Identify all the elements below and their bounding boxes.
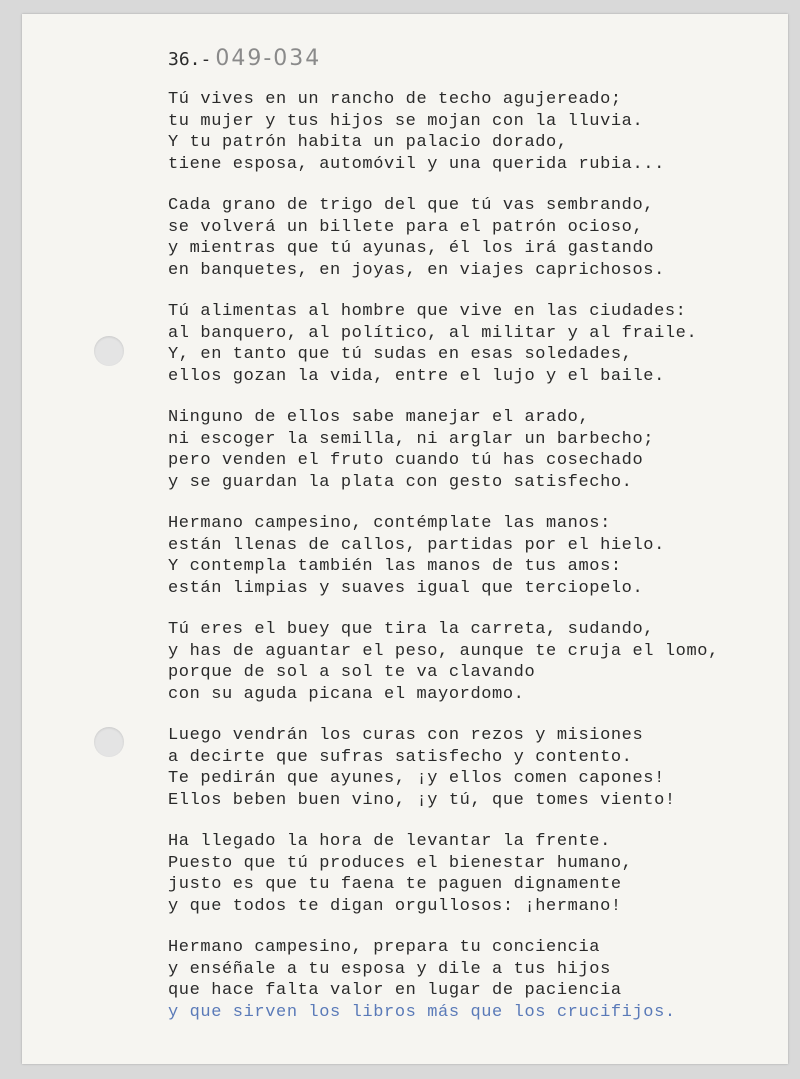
page-header [168,46,321,71]
punch-hole-bottom [94,727,124,757]
poem-line: ni escoger la semilla, ni arglar un barbecho; [168,429,655,449]
poem-line: Te pedirán que ayunes, ¡y ellos comen capones! [168,769,665,788]
stanza [168,831,788,917]
stanza [168,407,788,493]
stanza [168,301,788,387]
poem-line: tu mujer y tus hijos se mojan con la lluvia. [168,111,644,131]
punch-hole-top [94,336,124,366]
poem-line: con su aguda picana el mayordomo. [168,684,525,704]
stanza [168,619,788,705]
poem-line: Tú alimentas al hombre que vive en las ciudades: [168,302,687,321]
stanza [168,725,788,811]
poem-line: Luego vendrán los curas con rezos y misiones [168,726,644,745]
poem-line: Tú vives en un rancho de techo agujereado; [168,90,622,109]
poem-line: y se guardan la plata con gesto satisfecho. [168,472,633,492]
poem-line: pero venden el fruto cuando tú has cosechado [168,451,644,470]
poem-line: y que sirven los libros más que los crucifijos. [168,1002,676,1022]
poem-line: justo es que tu faena te paguen dignamente [168,875,622,894]
poem-line: y has de aguantar el peso, aunque te cruja el lomo, [168,641,719,661]
poem-line: y que todos te digan orgullosos: ¡hermano! [168,896,622,916]
poem-line: Y tu patrón habita un palacio dorado, [168,133,568,152]
poem-line: y enséñale a tu esposa y dile a tus hijos [168,959,611,979]
poem-line: están llenas de callos, partidas por el hielo. [168,535,665,555]
poem-line: ellos gozan la vida, entre el lujo y el baile. [168,366,665,386]
poem-line: y mientras que tú ayunas, él los irá gastando [168,239,655,258]
poem-line: que hace falta valor en lugar de paciencia [168,981,622,1000]
poem-line: tiene esposa, automóvil y una querida rubia... [168,154,665,174]
poem-line: Hermano campesino, contémplate las manos: [168,514,611,533]
poem-line: se volverá un billete para el patrón ocioso, [168,217,644,237]
page-number: 36.- [168,49,212,70]
poem-line: Ninguno de ellos sabe manejar el arado, [168,408,590,427]
stanza [168,89,788,175]
poem-line: Y, en tanto que tú sudas en esas soledades, [168,345,633,364]
poem-line: Tú eres el buey que tira la carreta, sudando, [168,620,655,639]
poem-line: Puesto que tú produces el bienestar humano, [168,853,633,873]
poem-line: Hermano campesino, prepara tu conciencia [168,938,601,957]
poem-line: Ellos beben buen vino, ¡y tú, que tomes viento! [168,790,676,810]
poem-line: al banquero, al político, al militar y al fraile. [168,323,698,343]
poem-line: en banquetes, en joyas, en viajes caprichosos. [168,260,665,280]
poem-line: porque de sol a sol te va clavando [168,663,536,682]
archive-code: 049-034 [215,46,322,71]
poem-line: están limpias y suaves igual que terciopelo. [168,578,644,598]
poem-line: Y contempla también las manos de tus amos: [168,557,622,576]
stanza [168,937,788,1023]
poem-line: Ha llegado la hora de levantar la frente. [168,832,611,851]
stanza [168,513,788,599]
poem-line: Cada grano de trigo del que tú vas sembrando, [168,196,655,215]
poem-body [168,89,788,1043]
stanza [168,195,788,281]
poem-line: a decirte que sufras satisfecho y contento. [168,747,633,767]
